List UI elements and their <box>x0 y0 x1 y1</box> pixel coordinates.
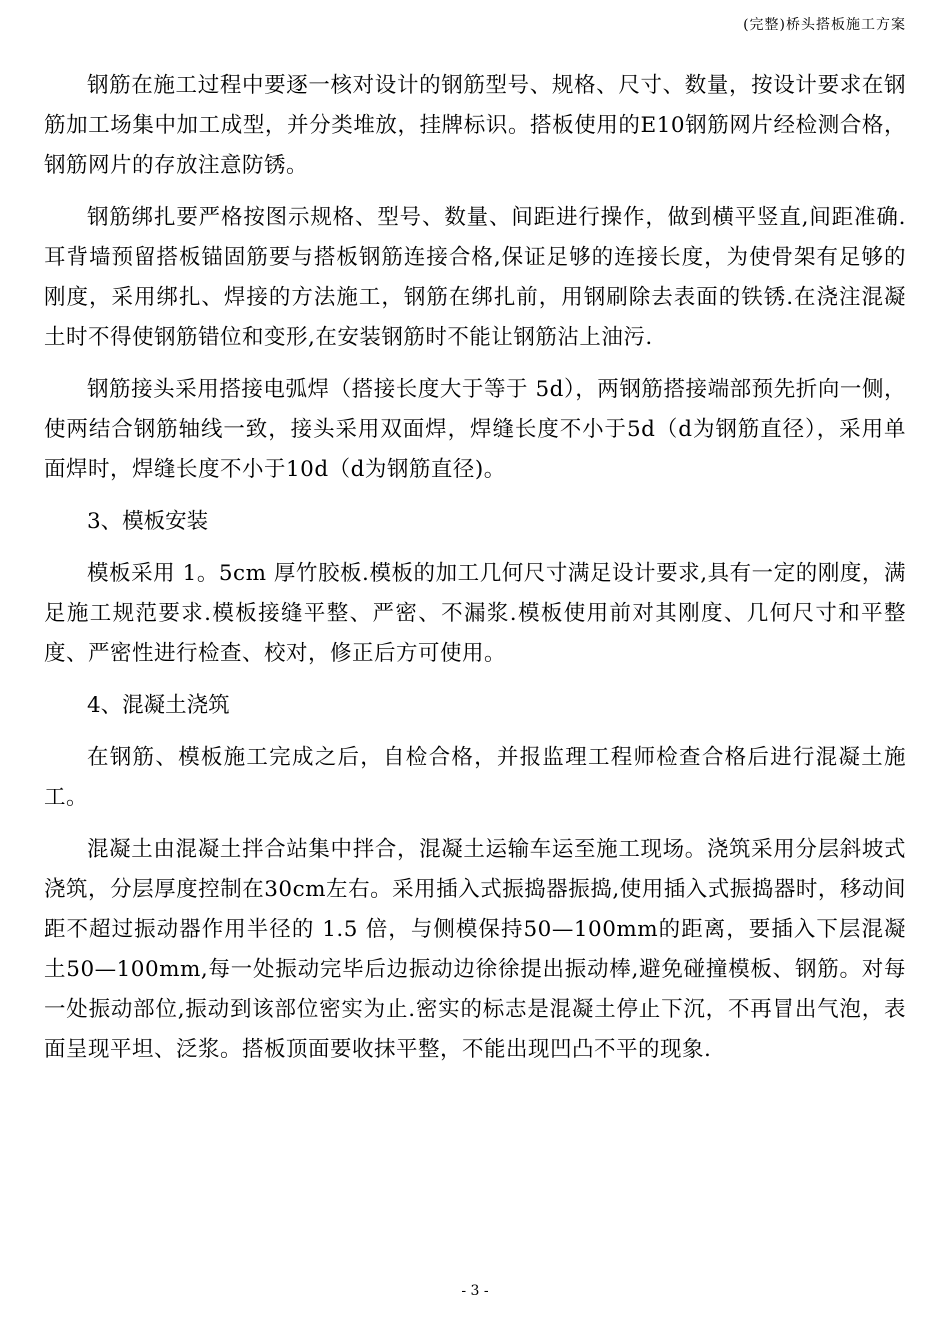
paragraph-rebar-processing: 钢筋在施工过程中要逐一核对设计的钢筋型号、规格、尺寸、数量，按设计要求在钢筋加工场集中加工成型，并分类堆放，挂牌标识。搭板使用的E10钢筋网片经检测合格，钢筋网片的存放注意防锈。 <box>44 73 906 178</box>
paragraph-rebar-welding: 钢筋接头采用搭接电弧焊（搭接长度大于等于 5d），两钢筋搭接端部预先折向一侧，使两结合钢筋轴线一致，接头采用双面焊，焊缝长度不小于5d（d为钢筋直径），采用单面焊时，焊缝长度不小于10d（d为钢筋直径)。 <box>44 377 906 482</box>
document-body <box>44 66 906 1070</box>
document-header: (完整)桥头搭板施工方案 <box>743 17 906 33</box>
section-heading-concrete: 4、混凝土浇筑 <box>87 693 230 718</box>
paragraph-concrete-inspection: 在钢筋、模板施工完成之后，自检合格，并报监理工程师检查合格后进行混凝土施工。 <box>44 745 906 810</box>
paragraph-rebar-binding: 钢筋绑扎要严格按图示规格、型号、数量、间距进行操作，做到横平竖直,间距准确.耳背墙预留搭板锚固筋要与搭板钢筋连接合格,保证足够的连接长度，为使骨架有足够的刚度，采用绑扎、焊接的方法施工，钢筋在绑扎前，用钢刷除去表面的铁锈.在浇注混凝土时不得使钢筋错位和变形,在安装钢筋时不能让钢筋沾上油污. <box>44 205 906 350</box>
section-heading-formwork: 3、模板安装 <box>87 509 209 534</box>
page-number: - 3 - <box>461 1283 489 1299</box>
paragraph-formwork: 模板采用 1。5cm 厚竹胶板.模板的加工几何尺寸满足设计要求,具有一定的刚度，满足施工规范要求.模板接缝平整、严密、不漏浆.模板使用前对其刚度、几何尺寸和平整度、严密性进行检查、校对，修正后方可使用。 <box>44 561 906 666</box>
paragraph-concrete-pouring: 混凝土由混凝土拌合站集中拌合，混凝土运输车运至施工现场。浇筑采用分层斜坡式浇筑，分层厚度控制在30cm左右。采用插入式振捣器振捣,使用插入式振捣器时，移动间距不超过振动器作用半径的 1.5 倍，与侧模保持50—100mm的距离，要插入下层混凝土50—100mm,每一处振动完毕后边振动边徐徐提出振动棒,避免碰撞模板、钢筋。对每一处振动部位,振动到该部位密实为止.密实的标志是混凝土停止下沉，不再冒出气泡，表面呈现平坦、泛浆。搭板顶面要收抹平整，不能出现凹凸不平的现象. <box>44 837 906 1062</box>
